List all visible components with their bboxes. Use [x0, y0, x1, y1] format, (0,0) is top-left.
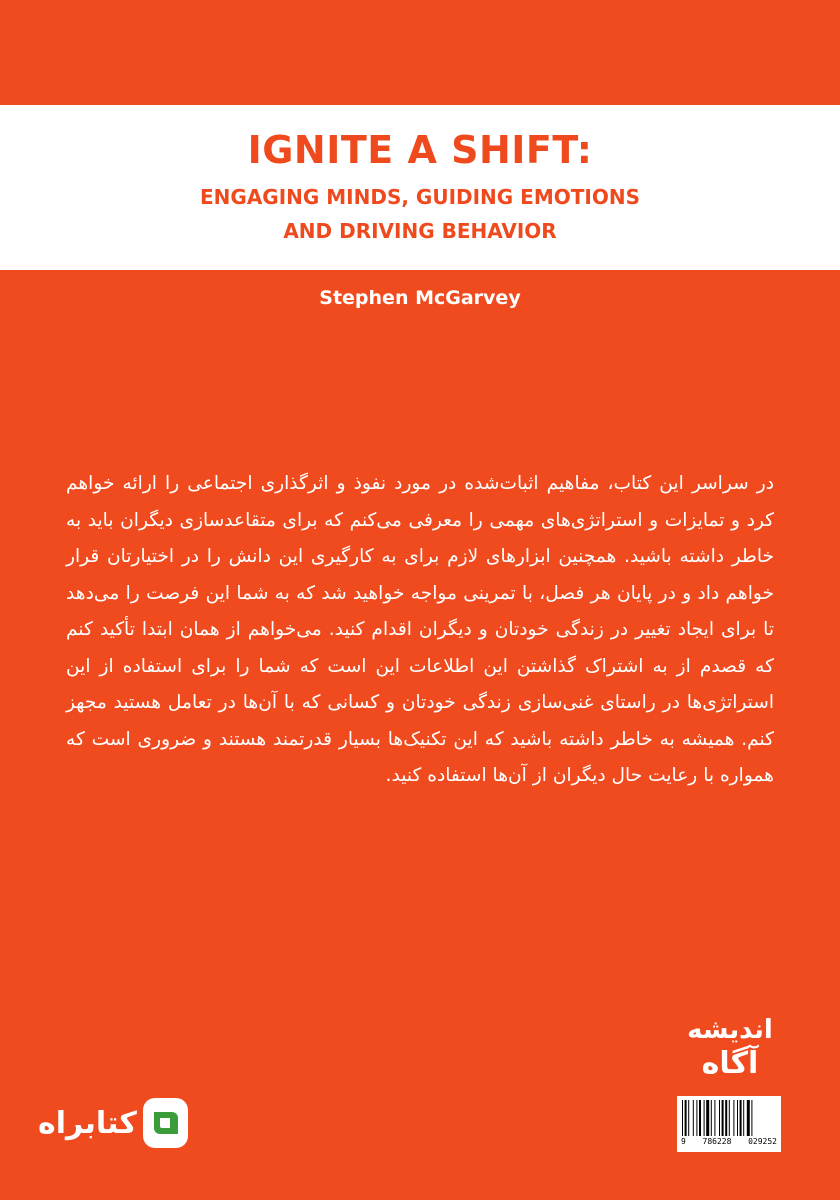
- barcode-digits: [681, 1137, 777, 1146]
- store-name: کتابراه: [38, 1105, 137, 1141]
- book-subtitle: [200, 180, 640, 248]
- publisher-logo-line-2: آگاه: [701, 1046, 759, 1081]
- barcode-digit-start: 9: [681, 1137, 686, 1146]
- barcode-digits-right: 029252: [748, 1137, 777, 1146]
- store-logo: [38, 1097, 188, 1149]
- isbn-barcode: [677, 1096, 781, 1152]
- subtitle-line-2: AND DRIVING BEHAVIOR: [283, 218, 557, 243]
- barcode-digits-left: 786228: [702, 1137, 732, 1146]
- subtitle-line-1: ENGAGING MINDS, GUIDING EMOTIONS: [200, 184, 640, 209]
- back-cover-blurb: در سراسر این کتاب، مفاهیم اثبات‌شده در مورد نفوذ و اثرگذاری اجتماعی را ارائه خواهم کرد و تمایزات و استراتژی‌های مهمی را معرفی می‌کنم که برای متقاعدسازی دیگران باید به خاطر داشته باشید. همچنین ابزارهای لازم برای به کارگیری این دانش را در اختیارتان قرار خواهم داد و در پایان هر فصل، با تمرینی مواجه خواهید شد که به شما این فرصت را می‌دهد تا برای ایجاد تغییر در زندگی خودتان و دیگران اقدام کنید. می‌خواهم از همان ابتدا تأکید کنم که قصدم از به اشتراک گذاشتن این اطلاعات این است که شما را برای استفاده از این استراتژی‌ها در راستای غنی‌سازی زندگی خودتان و کسانی که با آن‌ها در تعامل هستید مجهز کنم. همیشه به خاطر داشته باشید که این تکنیک‌ها بسیار قدرتمند هستند و ضروری است که همواره با رعایت حال دیگران از آن‌ها استفاده کنید.: [66, 473, 774, 786]
- book-title: IGNITE A SHIFT:: [247, 127, 593, 172]
- title-band: [0, 105, 840, 270]
- book-icon: [143, 1098, 188, 1148]
- publisher-logo-line-1: اندیشه: [687, 1015, 773, 1045]
- publisher-logo: [680, 1014, 780, 1094]
- author-name: Stephen McGarvey: [319, 287, 521, 309]
- barcode-bars: [681, 1100, 777, 1136]
